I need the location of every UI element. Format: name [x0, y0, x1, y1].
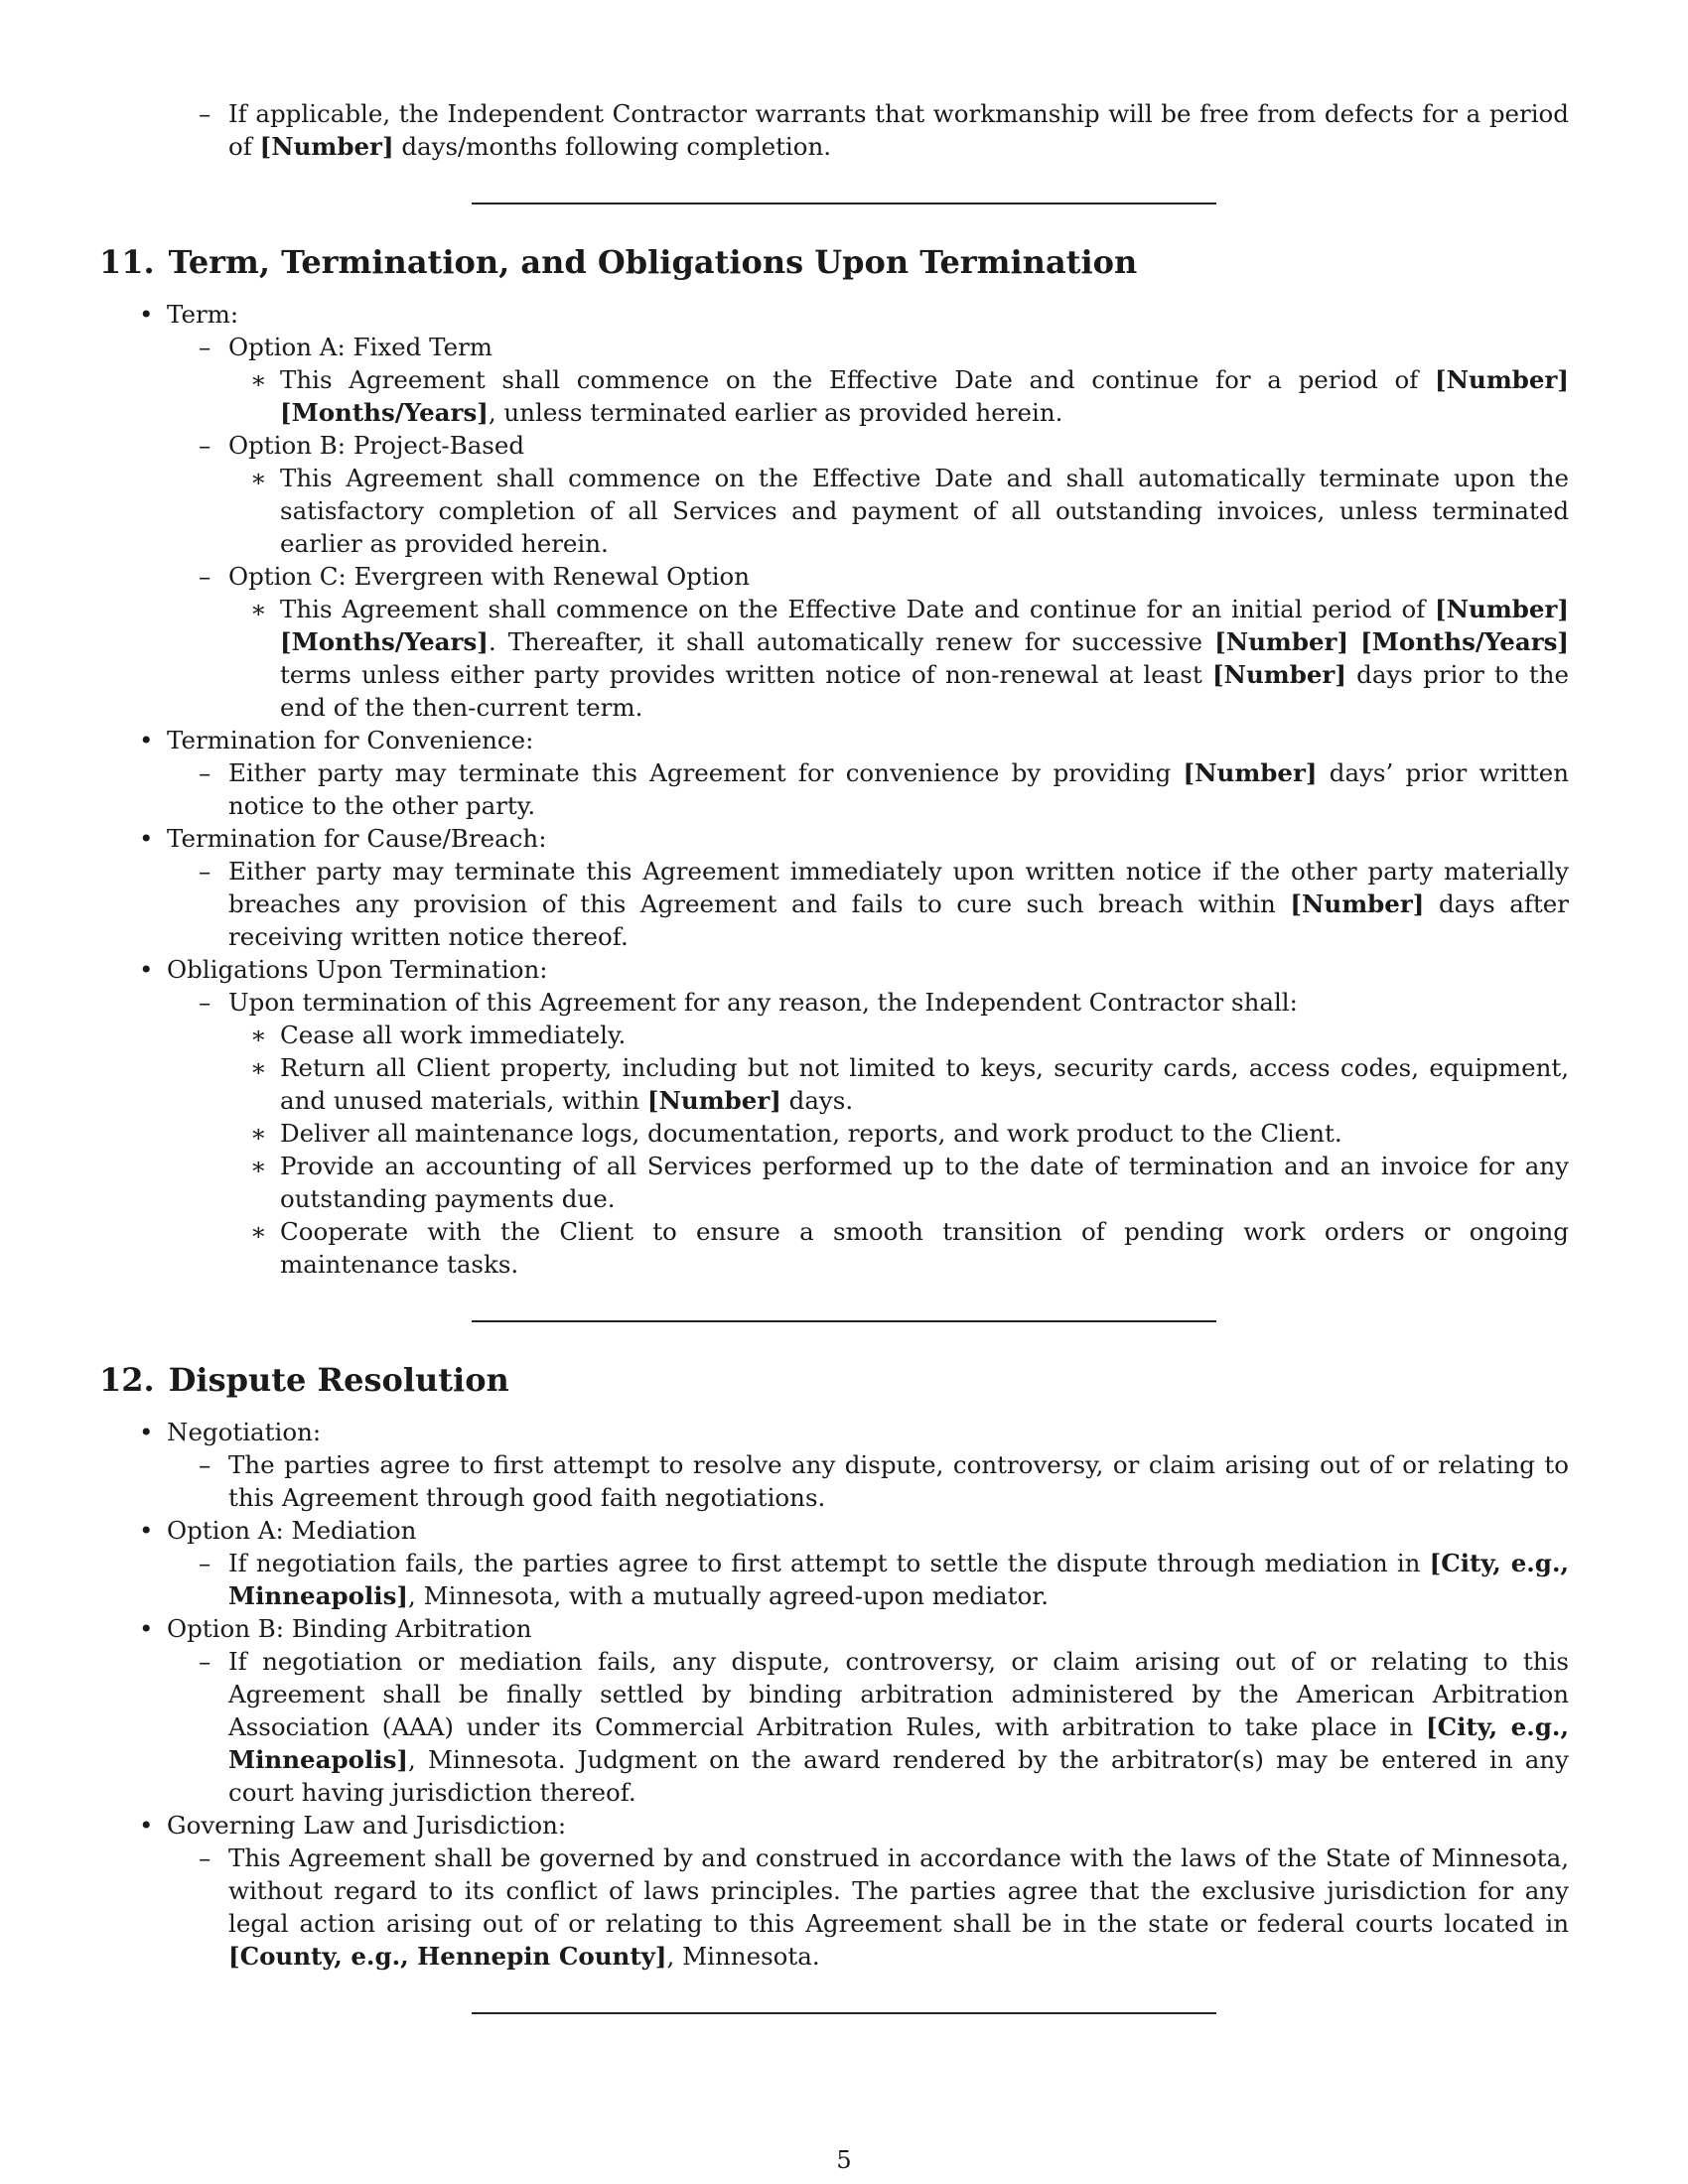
negotiation-text: – The parties agree to first attempt to resolve any dispute, controversy, or claim arising out of or relating to this Agreement through good faith negotiations.	[199, 1450, 1569, 1512]
obligation-list-item: ∗ Return all Client property, including but not limited to keys, security cards, access codes, equipment, and unused materials, within [Number] days.	[250, 1053, 1569, 1115]
obligation-list-item: ∗ Cooperate with the Client to ensure a smooth transition of pending work orders or ongoing maintenance tasks.	[250, 1217, 1569, 1279]
warranty-item: – If applicable, the Independent Contractor warrants that workmanship will be free from defects for a period of [Number] days/months following completion.	[199, 99, 1569, 161]
negotiation-item: • Negotiation:	[139, 1418, 322, 1446]
term-item: • Term:	[139, 300, 239, 329]
termination-cause-text: – Either party may terminate this Agreement immediately upon written notice if the other party materially breaches any provision of this Agreement and fails to cure such breach within [Number] days after receiving written notice thereof.	[199, 857, 1570, 951]
arbitration-text: – If negotiation or mediation fails, any dispute, controversy, or claim arising out of or relating to this Agreement shall be finally settled by binding arbitration administered by the American Arbitration Association (AAA) under its Commercial Arbitration Rules, with arbitration to take place in [City, e.g., Minneapolis], Minnesota. Judgment on the award rendered by the arbitrator(s) may be entered in any court having jurisdiction thereof.	[199, 1647, 1569, 1807]
option-b-project-based: – Option B: Project-Based	[199, 431, 525, 460]
option-c-text: ∗ This Agreement shall commence on the Effective Date and continue for an initial period of [Number] [Months/Years]. Thereafter, it shall automatically renew for successive [Number] [Months/Years] terms unless either party provides written notice of non-renewal at least [Number] days prior to the end of the then-current term.	[250, 595, 1569, 722]
termination-cause-item: • Termination for Cause/Breach:	[139, 824, 547, 853]
arbitration-item: • Option B: Binding Arbitration	[139, 1614, 532, 1643]
obligations-intro: – Upon termination of this Agreement for any reason, the Independent Contractor shall:	[199, 988, 1298, 1017]
option-b-text: ∗ This Agreement shall commence on the Effective Date and shall automatically terminate upon the satisfactory completion of all Services and payment of all outstanding invoices, unless terminated earlier as provided herein.	[250, 464, 1569, 558]
option-a-text: ∗ This Agreement shall commence on the Effective Date and continue for a period of [Number] [Months/Years], unless terminated earlier as provided herein.	[250, 365, 1569, 427]
obligation-list-item: ∗ Provide an accounting of all Services performed up to the date of termination and an invoice for any outstanding payments due.	[250, 1152, 1569, 1213]
termination-convenience-text: – Either party may terminate this Agreement for convenience by providing [Number] days’ prior written notice to the other party.	[199, 758, 1569, 820]
governing-law-text: – This Agreement shall be governed by and construed in accordance with the laws of the State of Minnesota, without regard to its conflict of laws principles. The parties agree that the exclusive jurisdiction for any legal action arising out of or relating to this Agreement shall be in the state or federal courts located in [County, e.g., Hennepin County], Minnesota.	[199, 1843, 1569, 1971]
option-a-fixed-term: – Option A: Fixed Term	[199, 333, 493, 361]
bullet-marker: •	[139, 300, 154, 329]
option-c-evergreen: – Option C: Evergreen with Renewal Option	[199, 562, 751, 591]
section-12-heading: 12. Dispute Resolution	[99, 1361, 509, 1399]
section-11-heading: 11. Term, Termination, and Obligations Upon Termination	[99, 243, 1138, 281]
governing-law-item: • Governing Law and Jurisdiction:	[139, 1811, 567, 1840]
document-page	[99, 97, 1589, 2052]
section-divider	[472, 2012, 1216, 2014]
page-number: 5	[836, 2146, 852, 2174]
obligations-item: • Obligations Upon Termination:	[139, 955, 548, 984]
section-divider	[472, 1320, 1216, 1322]
mediation-text: – If negotiation fails, the parties agree to first attempt to settle the dispute through mediation in [City, e.g., Minneapolis], Minnesota, with a mutually agreed-upon mediator.	[199, 1549, 1569, 1610]
termination-convenience-item: • Termination for Convenience:	[139, 726, 534, 754]
section-divider	[472, 203, 1216, 205]
obligation-list-item: ∗ Cease all work immediately.	[250, 1021, 627, 1049]
dash-marker: –	[199, 99, 211, 128]
obligation-list-item: ∗ Deliver all maintenance logs, documentation, reports, and work product to the Client.	[250, 1119, 1342, 1148]
mediation-item: • Option A: Mediation	[139, 1516, 417, 1545]
